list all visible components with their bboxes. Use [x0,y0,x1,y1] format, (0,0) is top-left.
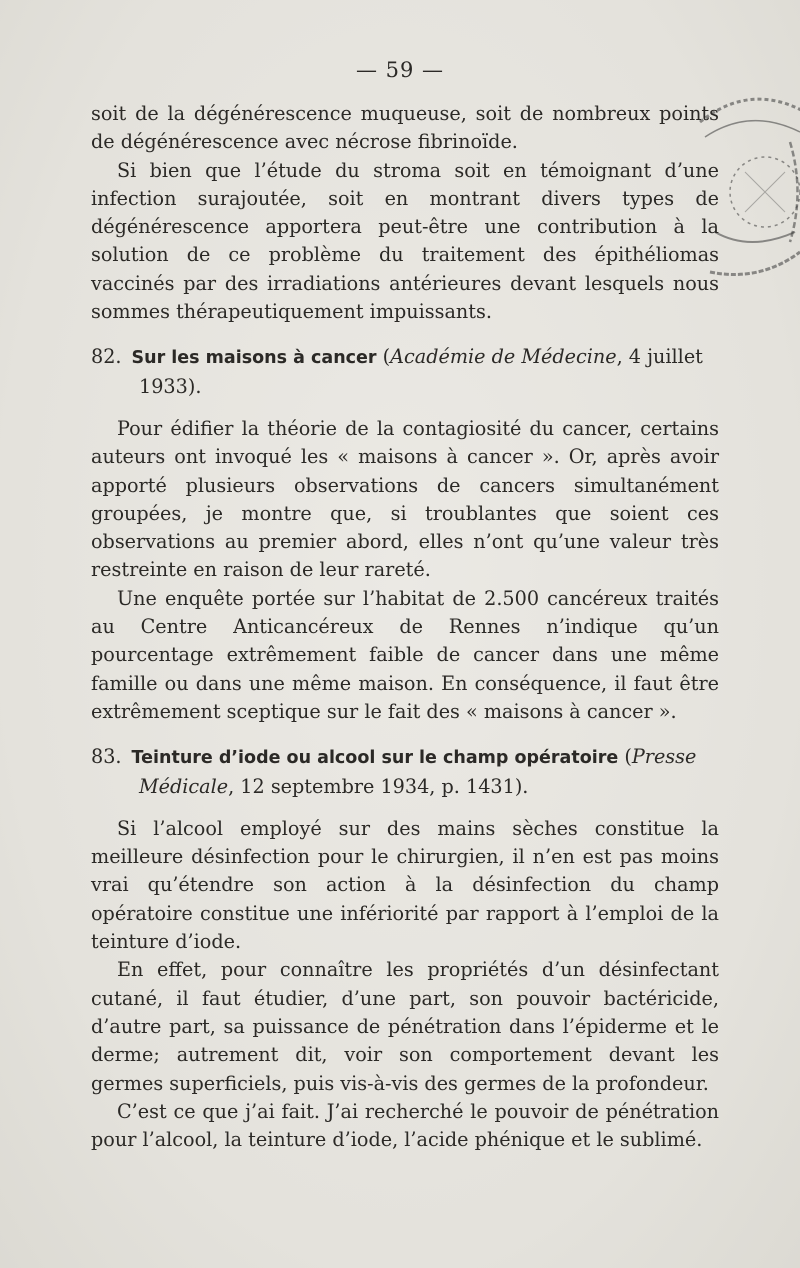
entry-82-source: Académie de Médecine [390,345,617,369]
entry-83-open-paren: ( [624,745,632,769]
entry-82-date: , 4 juillet 1933). [139,345,703,398]
entry-83-paragraph-1: Si l’alcool employé sur des mains sèches constitue la meilleure désinfection pour le chirurgien, il n’en est pas moins vrai qu’étendre son action à la désinfection du champ opératoire constitue une infériorité par rapport à l’emploi de la teinture d’iode. [91,816,719,954]
entry-83-source: Presse Médicale [139,745,697,798]
entry-82-title: Sur les maisons à cancer [131,348,377,369]
intro-paragraph-2: Si bien que l’étude du stroma soit en témoignant d’une infection surajoutée, soit en montrant divers types de dégénérescence apportera peut-être une contribution à la solution de ce problème du traitement des épithéliomas vaccinés par des irradiations antérieures devant lesquels nous sommes thérapeutiquement impuissants. [91,158,719,324]
entry-82-paragraph-1: Pour édifier la théorie de la contagiosité du cancer, certains auteurs ont invoqué les « maisons à cancer ». Or, après avoir apporté plusieurs observations de cancers simultanément groupées, je montre que, si troublantes que soient ces observations au premier abord, elles n’ont qu’une valeur très restreinte en raison de leur rareté. [91,416,719,582]
entry-83-paragraph-2: En effet, pour connaître les propriétés d’un désinfectant cutané, il faut étudier, d’une part, son pouvoir bactéricide, d’autre part, sa puissance de pénétration dans l’épiderme et le derme; autrement dit, voir son comportement devant les germes superficiels, puis vis-à-vis des germes de la profondeur. [91,958,719,1095]
entry-82-open-paren: ( [382,345,391,369]
intro-paragraph-1: soit de la dégénérescence muqueuse, soit de nombreux points de dégénérescence avec nécrose fibrinoïde. [91,102,719,154]
entry-82-number: 82. [91,345,122,369]
entry-83-title: Teinture d’iode ou alcool sur le champ opératoire [131,748,619,769]
entry-82-paragraph-2: Une enquête portée sur l’habitat de 2.500 cancéreux traités au Centre Anticancéreux de Rennes n’indique qu’un pourcentage extrêmement faible de cancer dans une même famille ou dans une même maison. En conséquence, il faut être extrêmement sceptique sur le fait des « maisons à cancer ». [91,586,719,723]
page-number: — 59 — [355,58,445,82]
page-body [91,100,719,1154]
entry-83-number: 83. [91,745,122,769]
entry-83-date: , 12 septembre 1934, p. 1431). [228,774,529,798]
entry-82-heading [91,343,719,401]
entry-83-heading [91,743,719,801]
entry-83-paragraph-3: C’est ce que j’ai fait. J’ai recherché le pouvoir de pénétration pour l’alcool, la teinture d’iode, l’acide phénique et le sublimé. [91,1099,719,1152]
